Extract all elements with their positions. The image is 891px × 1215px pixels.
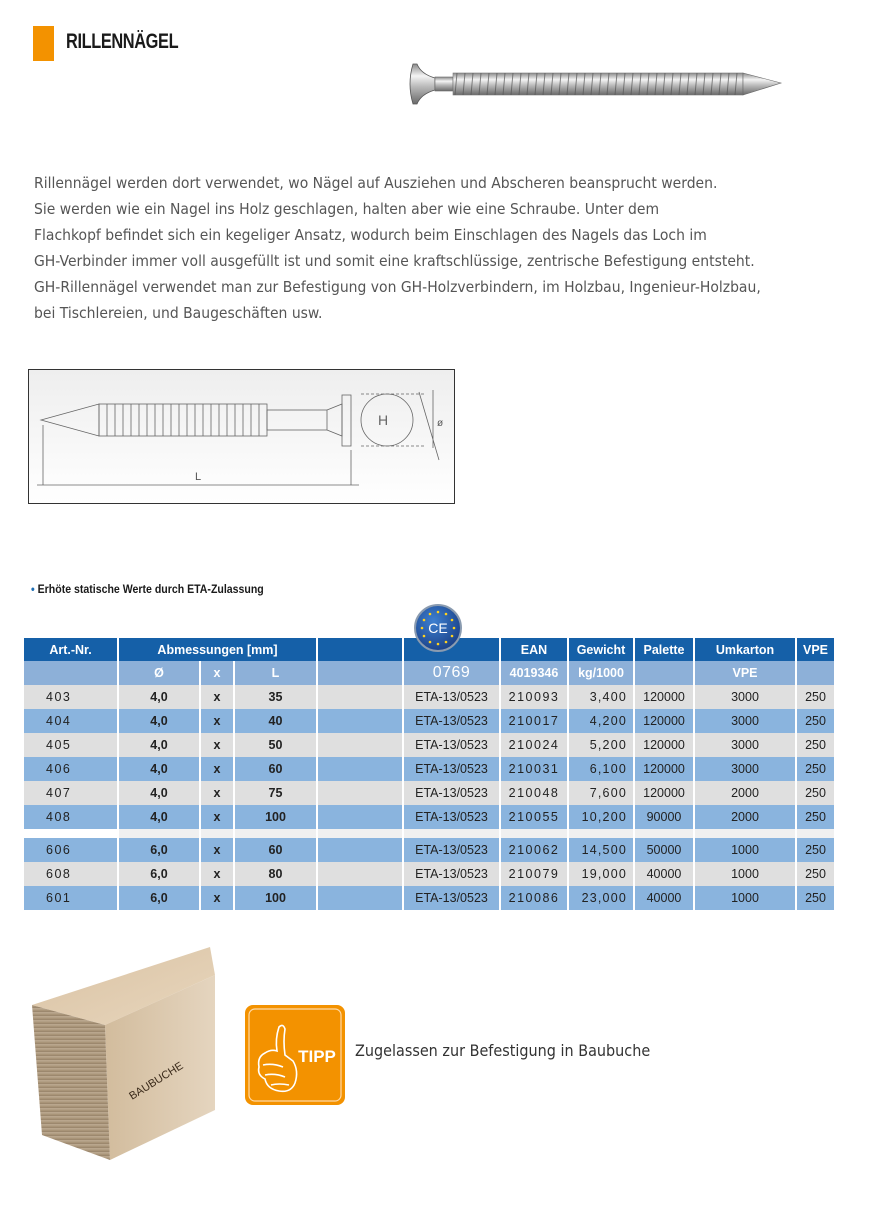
cell-art-nr: 601 bbox=[24, 886, 118, 910]
tipp-text: Zugelassen zur Befestigung in Baubuche bbox=[355, 1041, 651, 1060]
table-row bbox=[24, 886, 834, 910]
cell-blank bbox=[317, 805, 403, 829]
cell-ean: 210093 bbox=[500, 685, 568, 709]
cell-vpe: 250 bbox=[796, 838, 834, 862]
description-line: Rillennägel werden dort verwendet, wo Nägel auf Ausziehen und Abscheren beansprucht werden. bbox=[34, 174, 718, 192]
separator-cell bbox=[500, 829, 568, 838]
cell-eta: ETA-13/0523 bbox=[403, 838, 500, 862]
cell-art-nr: 606 bbox=[24, 838, 118, 862]
cell-eta: ETA-13/0523 bbox=[403, 805, 500, 829]
technical-drawing bbox=[28, 369, 455, 504]
sub-x: x bbox=[200, 661, 234, 685]
sub-length: L bbox=[234, 661, 317, 685]
cell-ean: 210048 bbox=[500, 781, 568, 805]
separator-cell bbox=[403, 829, 500, 838]
separator-cell bbox=[234, 829, 317, 838]
cell-diameter: 6,0 bbox=[118, 862, 200, 886]
cell-x: x bbox=[200, 757, 234, 781]
description-line: GH-Verbinder immer voll ausgefüllt ist und somit eine kraftschlüssige, zentrische Befestigung entsteht. bbox=[34, 252, 755, 270]
table-row bbox=[24, 862, 834, 886]
cell-palette: 120000 bbox=[634, 733, 694, 757]
cell-blank bbox=[317, 886, 403, 910]
cell-x: x bbox=[200, 733, 234, 757]
description-line: Flachkopf befindet sich ein kegeliger Ansatz, wodurch beim Einschlagen des Nagels das Loch im bbox=[34, 226, 707, 244]
cell-palette: 120000 bbox=[634, 781, 694, 805]
sub-vpe-empty bbox=[796, 661, 834, 685]
length-label: L bbox=[195, 471, 202, 483]
cell-blank bbox=[317, 709, 403, 733]
title-accent-square bbox=[33, 26, 54, 61]
cell-blank bbox=[317, 757, 403, 781]
cell-length: 80 bbox=[234, 862, 317, 886]
cell-vpe: 250 bbox=[796, 862, 834, 886]
cell-blank bbox=[317, 781, 403, 805]
col-ean: EAN bbox=[500, 638, 568, 661]
table-row bbox=[24, 757, 834, 781]
table-row bbox=[24, 709, 834, 733]
cell-umkarton: 3000 bbox=[694, 709, 796, 733]
page-title: RILLENNÄGEL bbox=[66, 30, 179, 53]
cell-art-nr: 405 bbox=[24, 733, 118, 757]
tipp-label: TIPP bbox=[298, 1047, 336, 1066]
cell-gewicht: 6,100 bbox=[568, 757, 634, 781]
cell-x: x bbox=[200, 781, 234, 805]
cell-umkarton: 3000 bbox=[694, 733, 796, 757]
cell-x: x bbox=[200, 838, 234, 862]
cell-art-nr: 403 bbox=[24, 685, 118, 709]
cell-diameter: 4,0 bbox=[118, 805, 200, 829]
head-mark-label: H bbox=[378, 412, 389, 428]
table-group-separator bbox=[24, 829, 834, 838]
tipp-badge bbox=[245, 1005, 345, 1105]
nail-photo bbox=[405, 58, 785, 110]
cell-vpe: 250 bbox=[796, 685, 834, 709]
cell-palette: 120000 bbox=[634, 685, 694, 709]
separator-cell bbox=[24, 829, 118, 838]
cell-umkarton: 2000 bbox=[694, 805, 796, 829]
cell-blank bbox=[317, 733, 403, 757]
cell-ean: 210055 bbox=[500, 805, 568, 829]
cell-length: 60 bbox=[234, 757, 317, 781]
table-row bbox=[24, 685, 834, 709]
cell-palette: 120000 bbox=[634, 709, 694, 733]
baubuche-wood-image bbox=[30, 945, 220, 1170]
table-subheader-row bbox=[24, 661, 834, 685]
cell-art-nr: 407 bbox=[24, 781, 118, 805]
cell-blank bbox=[317, 685, 403, 709]
cell-palette: 40000 bbox=[634, 862, 694, 886]
table-row bbox=[24, 838, 834, 862]
cell-eta: ETA-13/0523 bbox=[403, 862, 500, 886]
ce-logo bbox=[413, 603, 463, 653]
cell-ean: 210079 bbox=[500, 862, 568, 886]
cell-eta: ETA-13/0523 bbox=[403, 757, 500, 781]
cell-vpe: 250 bbox=[796, 781, 834, 805]
cell-art-nr: 406 bbox=[24, 757, 118, 781]
cell-length: 40 bbox=[234, 709, 317, 733]
cell-ean: 210086 bbox=[500, 886, 568, 910]
sub-palette-empty bbox=[634, 661, 694, 685]
description bbox=[34, 170, 884, 326]
cell-gewicht: 7,600 bbox=[568, 781, 634, 805]
table-row bbox=[24, 781, 834, 805]
cell-length: 100 bbox=[234, 886, 317, 910]
cell-vpe: 250 bbox=[796, 805, 834, 829]
cell-palette: 120000 bbox=[634, 757, 694, 781]
table-row bbox=[24, 733, 834, 757]
cell-length: 50 bbox=[234, 733, 317, 757]
cell-eta: ETA-13/0523 bbox=[403, 709, 500, 733]
sub-ean-prefix: 4019346 bbox=[500, 661, 568, 685]
cell-vpe: 250 bbox=[796, 757, 834, 781]
cell-umkarton: 1000 bbox=[694, 886, 796, 910]
description-line: bei Tischlereien, und Baugeschäften usw. bbox=[34, 304, 323, 322]
separator-cell bbox=[796, 829, 834, 838]
cell-diameter: 4,0 bbox=[118, 733, 200, 757]
cell-x: x bbox=[200, 805, 234, 829]
separator-cell bbox=[200, 829, 234, 838]
cell-eta: ETA-13/0523 bbox=[403, 886, 500, 910]
eta-bullet bbox=[31, 582, 264, 596]
cell-vpe: 250 bbox=[796, 733, 834, 757]
cell-palette: 40000 bbox=[634, 886, 694, 910]
bullet-text: Erhöte statische Werte durch ETA-Zulassung bbox=[37, 582, 264, 596]
cell-diameter: 6,0 bbox=[118, 886, 200, 910]
col-umkarton: Umkarton bbox=[694, 638, 796, 661]
sub-blank bbox=[317, 661, 403, 685]
cell-ean: 210024 bbox=[500, 733, 568, 757]
sub-art-empty bbox=[24, 661, 118, 685]
cell-art-nr: 408 bbox=[24, 805, 118, 829]
cell-gewicht: 4,200 bbox=[568, 709, 634, 733]
cell-length: 60 bbox=[234, 838, 317, 862]
cell-diameter: 4,0 bbox=[118, 781, 200, 805]
nail-drawing bbox=[29, 370, 454, 503]
cell-eta: ETA-13/0523 bbox=[403, 733, 500, 757]
cell-umkarton: 3000 bbox=[694, 757, 796, 781]
cell-gewicht: 14,500 bbox=[568, 838, 634, 862]
cell-gewicht: 19,000 bbox=[568, 862, 634, 886]
cell-ean: 210017 bbox=[500, 709, 568, 733]
col-vpe: VPE bbox=[796, 638, 834, 661]
cell-eta: ETA-13/0523 bbox=[403, 685, 500, 709]
cell-diameter: 4,0 bbox=[118, 709, 200, 733]
cell-diameter: 4,0 bbox=[118, 757, 200, 781]
cell-art-nr: 404 bbox=[24, 709, 118, 733]
sub-gewicht-unit: kg/1000 bbox=[568, 661, 634, 685]
separator-cell bbox=[317, 829, 403, 838]
description-line: GH-Rillennägel verwendet man zur Befestigung von GH-Holzverbindern, im Holzbau, Ingenieur-Holzbau, bbox=[34, 278, 761, 296]
cell-vpe: 250 bbox=[796, 886, 834, 910]
col-gewicht: Gewicht bbox=[568, 638, 634, 661]
col-art-nr: Art.-Nr. bbox=[24, 638, 118, 661]
col-blank bbox=[317, 638, 403, 661]
sub-umkarton-unit: VPE bbox=[694, 661, 796, 685]
cell-umkarton: 2000 bbox=[694, 781, 796, 805]
col-palette: Palette bbox=[634, 638, 694, 661]
sub-diameter: Ø bbox=[118, 661, 200, 685]
ce-mark: CE bbox=[428, 620, 448, 636]
description-line: Sie werden wie ein Nagel ins Holz geschlagen, halten aber wie eine Schraube. Unter dem bbox=[34, 200, 660, 218]
cell-gewicht: 23,000 bbox=[568, 886, 634, 910]
cell-blank bbox=[317, 862, 403, 886]
cell-eta: ETA-13/0523 bbox=[403, 781, 500, 805]
cell-ean: 210062 bbox=[500, 838, 568, 862]
cell-blank bbox=[317, 838, 403, 862]
cell-umkarton: 1000 bbox=[694, 838, 796, 862]
cell-gewicht: 5,200 bbox=[568, 733, 634, 757]
cell-gewicht: 10,200 bbox=[568, 805, 634, 829]
col-abmessungen: Abmessungen [mm] bbox=[118, 638, 317, 661]
cell-diameter: 6,0 bbox=[118, 838, 200, 862]
spec-table bbox=[24, 638, 834, 910]
wood-label: BAUBUCHE bbox=[127, 1059, 186, 1103]
cell-x: x bbox=[200, 685, 234, 709]
table-row bbox=[24, 805, 834, 829]
separator-cell bbox=[634, 829, 694, 838]
cell-umkarton: 1000 bbox=[694, 862, 796, 886]
separator-cell bbox=[694, 829, 796, 838]
cell-diameter: 4,0 bbox=[118, 685, 200, 709]
separator-cell bbox=[118, 829, 200, 838]
cell-ean: 210031 bbox=[500, 757, 568, 781]
sub-ce-number: 0769 bbox=[403, 661, 500, 685]
cell-art-nr: 608 bbox=[24, 862, 118, 886]
cell-x: x bbox=[200, 862, 234, 886]
cell-gewicht: 3,400 bbox=[568, 685, 634, 709]
cell-length: 75 bbox=[234, 781, 317, 805]
cell-vpe: 250 bbox=[796, 709, 834, 733]
cell-palette: 90000 bbox=[634, 805, 694, 829]
cell-length: 35 bbox=[234, 685, 317, 709]
separator-cell bbox=[568, 829, 634, 838]
cell-umkarton: 3000 bbox=[694, 685, 796, 709]
cell-palette: 50000 bbox=[634, 838, 694, 862]
cell-length: 100 bbox=[234, 805, 317, 829]
diameter-label: ø bbox=[437, 418, 444, 429]
cell-x: x bbox=[200, 709, 234, 733]
cell-x: x bbox=[200, 886, 234, 910]
bullet-marker: • bbox=[31, 582, 35, 596]
